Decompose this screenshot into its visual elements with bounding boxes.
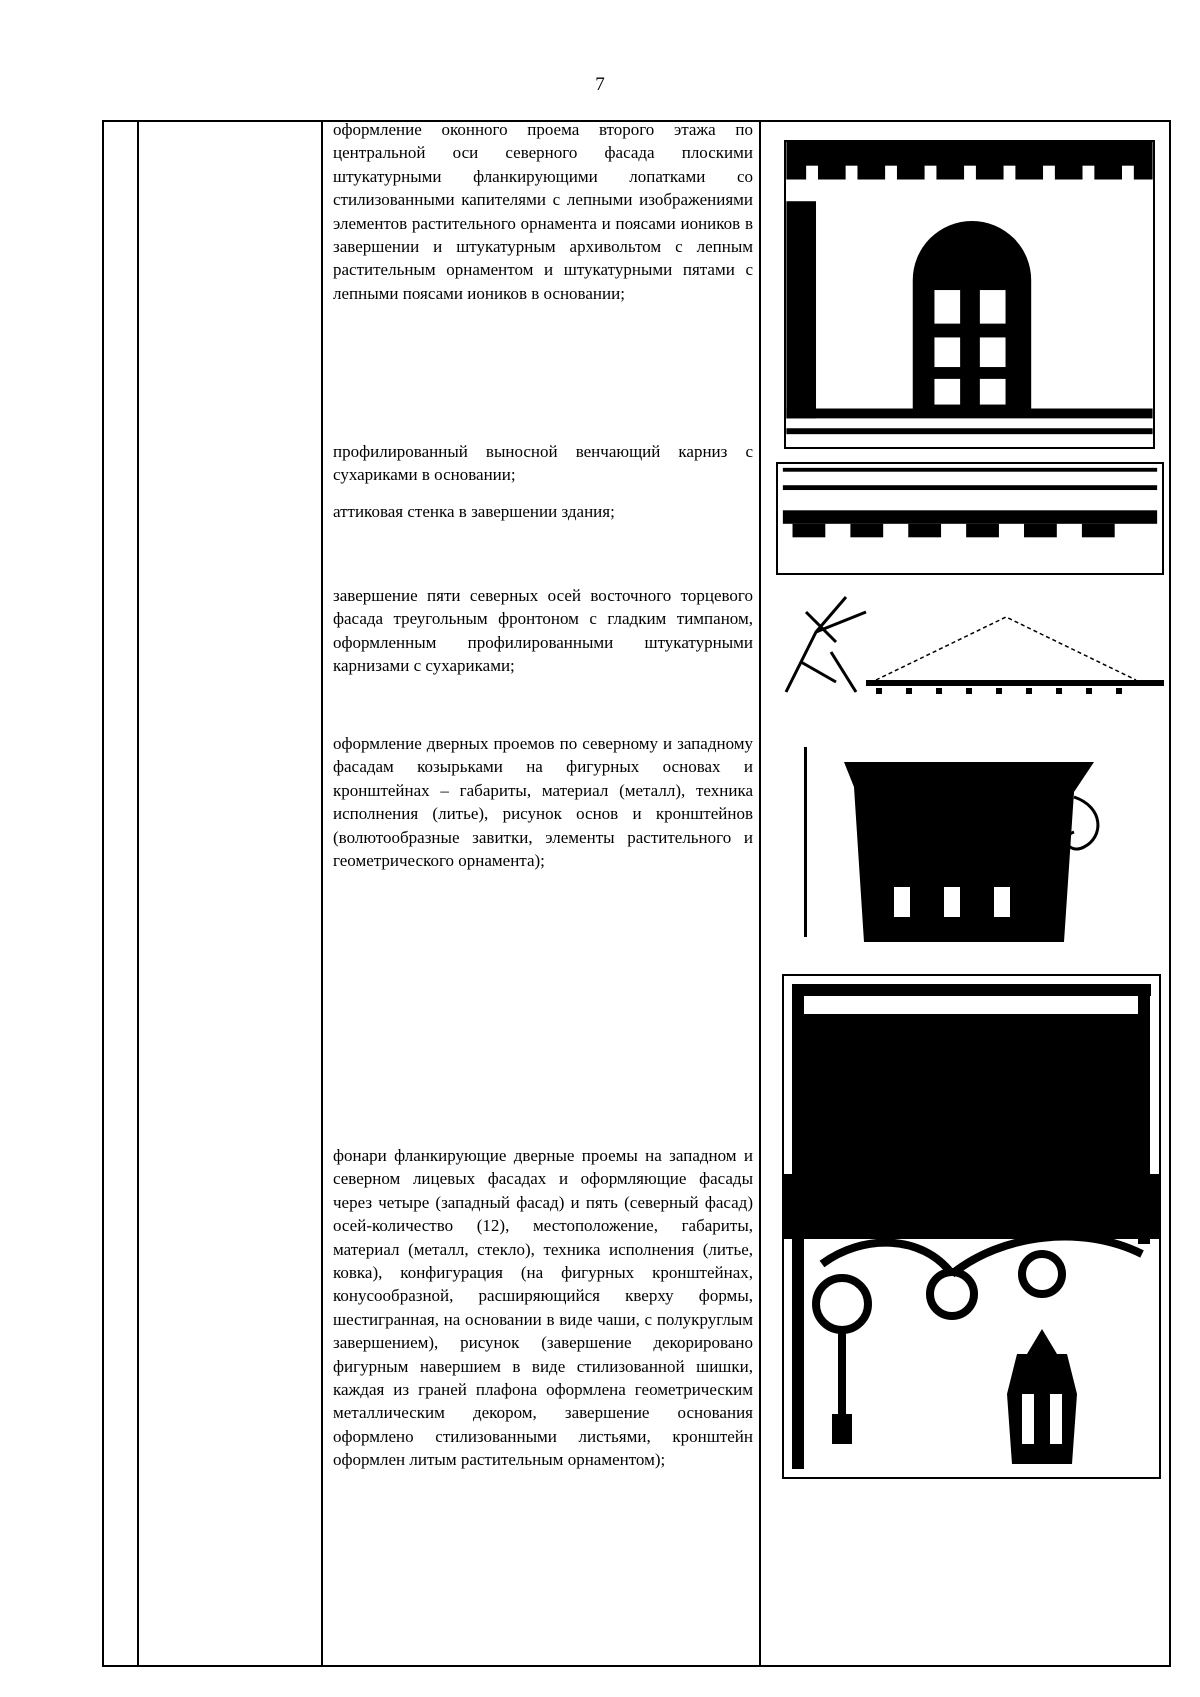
column-divider-2 (321, 122, 323, 1665)
pediment-photo-icon (776, 592, 1164, 702)
column-divider-1 (137, 122, 139, 1665)
paragraph-attic-wall: аттиковая стенка в завершении здания; (333, 502, 615, 521)
column-divider-3 (759, 122, 761, 1665)
window-arch-photo-icon (784, 140, 1155, 449)
lantern-photo-icon (782, 974, 1161, 1479)
paragraph-cornice: профилированный выносной венчающий карниз с сухариками в основании; (333, 442, 753, 485)
monument-elements-table (102, 120, 1171, 1667)
cornice-photo-icon (776, 462, 1164, 575)
page-number: 7 (595, 74, 605, 95)
paragraph-door-canopies: оформление дверных проемов по северному и западному фасадам козырьками на фигурных основах и кронштейнах – габариты, материал (металл), техника исполнения (литье), рисунок основ и кронштейнов (волютообразные завитки, элементы растительного и геометрического орнамента); (333, 734, 753, 871)
paragraph-lanterns: фонари фланкирующие дверные проемы на западном и северном лицевых фасадах и оформляющие фасады через четыре (западный фасад) и пять (северный фасад) осей-количество (12), местоположение, габариты, материал (металл, стекло), техника исполнения (литье, ковка), конфигурация (на фигурных кронштейнах, конусообразной, расширяющийся кверху формы, шестигранная, на основании в виде чаши, с полукруглым завершением), рисунок (завершение декорировано фигурным навершием в виде стилизованной шишки, каждая из граней плафона оформлена геометрическим металлическим декором, завершение основания оформлено стилизованными листьями, кронштейн оформлен литым растительным орнаментом); (333, 1146, 753, 1470)
door-canopy-photo-icon (784, 737, 1154, 947)
paragraph-window-opening: оформление оконного проема второго этажа по центральной оси северного фасада плоскими штукатурными фланкирующими лопатками со стилизованными капителями с лепными изображениями элементов растительного орнамента и поясами иоников в завершении и штукатурным архивольтом с лепным растительным орнаментом и штукатурными пятами с лепными поясами иоников в основании; (333, 120, 753, 303)
paragraph-pediment: завершение пяти северных осей восточного торцевого фасада треугольным фронтоном с гладким тимпаном, оформленным профилированными штукатурными карнизами с сухариками; (333, 586, 753, 676)
